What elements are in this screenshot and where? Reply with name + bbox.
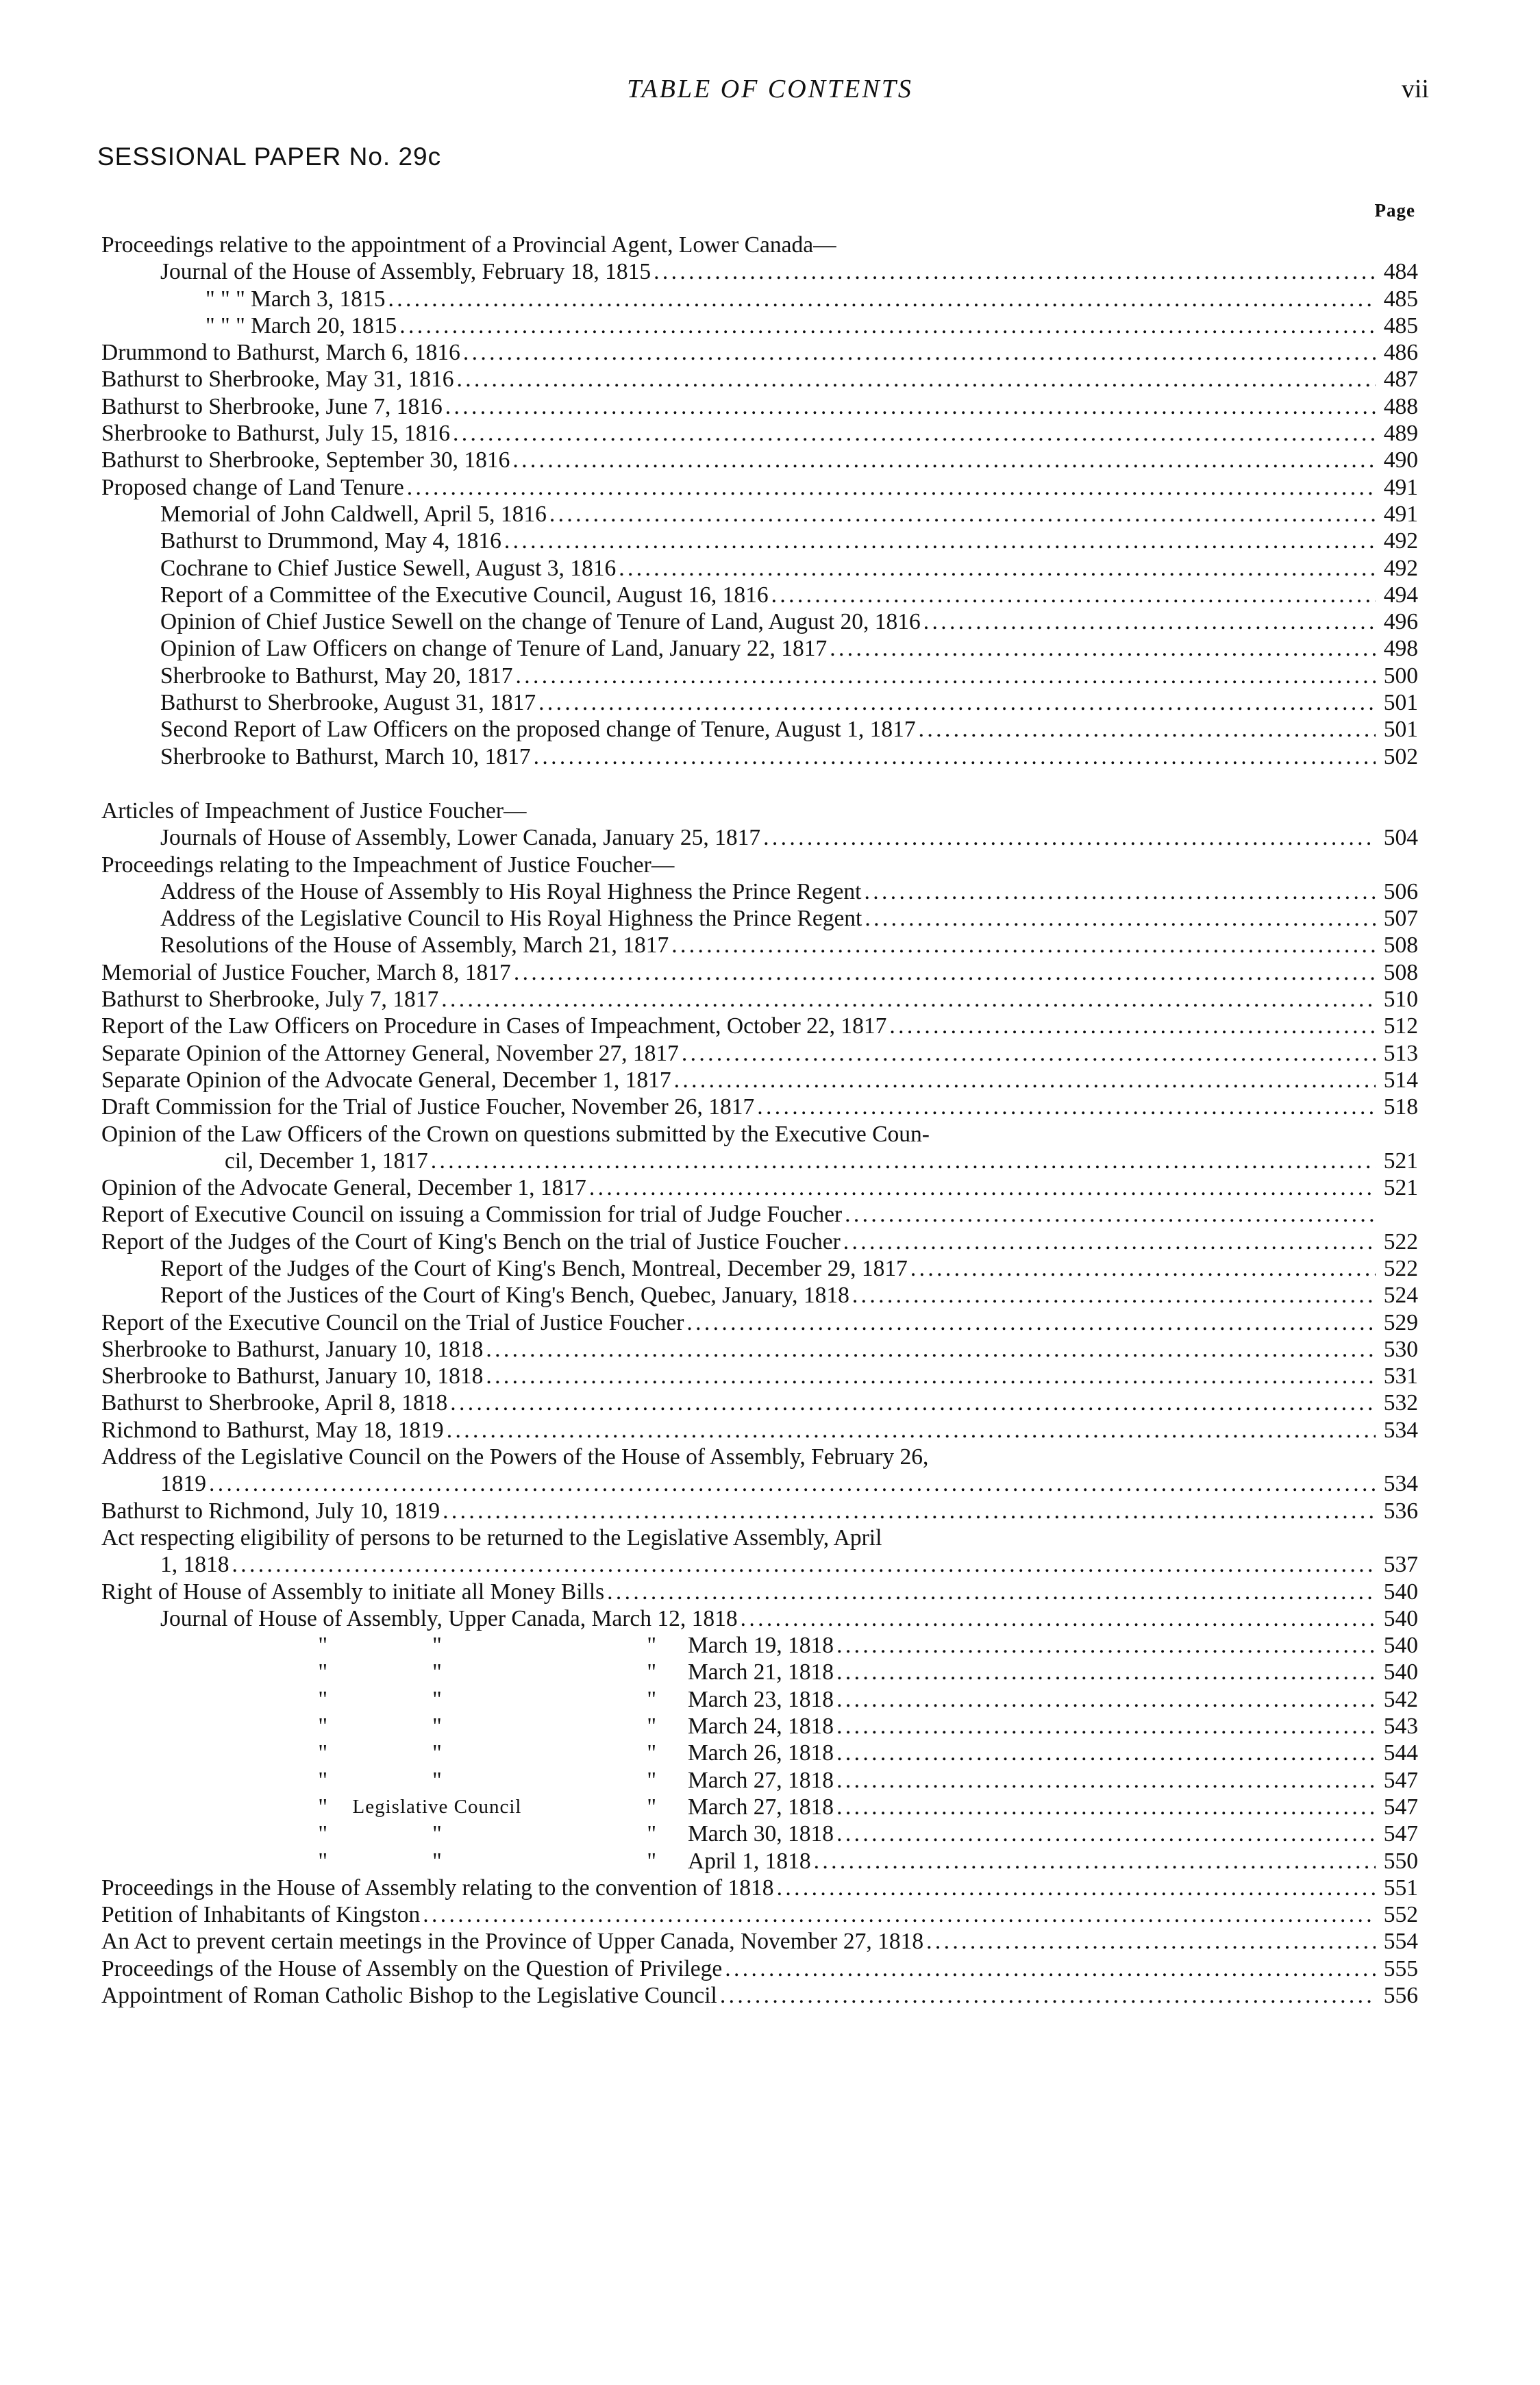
- page-number: 547: [1383, 1821, 1418, 1847]
- toc-entry: [101, 743, 1418, 770]
- toc-entry: [101, 582, 1418, 608]
- page-number: 540: [1383, 1659, 1418, 1685]
- toc-entry: [101, 1389, 1418, 1416]
- dot-leader: [407, 474, 1376, 501]
- toc-entry: [101, 501, 1418, 528]
- entry-title: Proceedings relating to the Impeachment of Justice Foucher—: [101, 852, 675, 878]
- dot-leader: [836, 1820, 1376, 1847]
- page-number: 484: [1383, 259, 1418, 285]
- toc-entry: [101, 474, 1418, 501]
- toc-entry: [101, 420, 1418, 447]
- page-number: 518: [1383, 1094, 1418, 1120]
- section-gap: [101, 770, 1418, 798]
- dot-leader: [457, 366, 1376, 393]
- entry-title: Sherbrooke to Bathurst, May 20, 1817: [160, 663, 513, 689]
- page-number: 492: [1383, 528, 1418, 554]
- dot-leader: [686, 1309, 1376, 1336]
- toc-entry: [101, 1121, 1418, 1148]
- dot-leader: [836, 1686, 1376, 1713]
- dot-leader: [836, 1659, 1376, 1685]
- page-number: 530: [1383, 1336, 1418, 1362]
- entry-title: Proceedings in the House of Assembly relating to the convention of 1818: [101, 1875, 774, 1901]
- dot-leader: [514, 959, 1376, 986]
- dot-leader: [771, 582, 1376, 608]
- toc-entry: [101, 824, 1418, 851]
- toc-entry: [101, 1067, 1418, 1093]
- entry-title: Articles of Impeachment of Justice Foucher—: [101, 798, 527, 824]
- dot-leader: [836, 1713, 1376, 1740]
- toc-entry: [101, 1740, 1418, 1766]
- page-number: 540: [1383, 1579, 1418, 1605]
- ditto-mark: ": [432, 1633, 442, 1659]
- page-number: 512: [1383, 1013, 1418, 1039]
- entry-title: Report of the Judges of the Court of King's Bench, Montreal, December 29, 1817: [160, 1255, 908, 1281]
- ditto-mark: ": [432, 1848, 442, 1874]
- page-number: 501: [1383, 690, 1418, 716]
- dot-leader: [450, 1389, 1376, 1416]
- toc-entry: [101, 1901, 1418, 1928]
- page-number: 491: [1383, 474, 1418, 500]
- toc-entry: [101, 1955, 1418, 1982]
- page-number: 544: [1383, 1740, 1418, 1766]
- entry-title: Sherbrooke to Bathurst, March 10, 1817: [160, 743, 531, 769]
- page-number: 489: [1383, 421, 1418, 447]
- dot-leader: [504, 528, 1376, 554]
- dot-leader: [852, 1282, 1376, 1309]
- page-number: 485: [1383, 286, 1418, 312]
- page-number: 494: [1383, 582, 1418, 608]
- page-number: 488: [1383, 393, 1418, 419]
- ditto-mark: ": [318, 1767, 327, 1793]
- ditto-mark: ": [647, 1821, 656, 1847]
- entry-title: Petition of Inhabitants of Kingston: [101, 1902, 421, 1928]
- entry-title: Report of a Committee of the Executive Council, August 16, 1816: [160, 582, 769, 608]
- dot-leader: [910, 1255, 1376, 1282]
- entry-title: Bathurst to Sherbrooke, September 30, 1816: [101, 447, 510, 473]
- dot-leader: [549, 501, 1376, 528]
- toc-entry: [101, 1093, 1418, 1120]
- toc-entry: [101, 689, 1418, 716]
- page-number: 521: [1383, 1175, 1418, 1201]
- toc-entry: [101, 1040, 1418, 1067]
- entry-date: April 1, 1818: [688, 1848, 811, 1874]
- ditto-mark: ": [647, 1714, 656, 1740]
- dot-leader: [534, 743, 1376, 770]
- entry-title: Memorial of John Caldwell, April 5, 1816: [160, 501, 547, 527]
- entry-title: An Act to prevent certain meetings in the Province of Upper Canada, November 27, 1818: [101, 1929, 924, 1955]
- dot-leader: [845, 1201, 1376, 1228]
- toc-entry: [101, 1551, 1418, 1578]
- page-number: 556: [1383, 1983, 1418, 2008]
- toc-entry: [101, 1524, 1418, 1551]
- entry-title: Report of the Executive Council on the Trial of Justice Foucher: [101, 1309, 684, 1335]
- toc-entry: [101, 393, 1418, 420]
- ditto-mark: ": [647, 1633, 656, 1659]
- page-number: 490: [1383, 447, 1418, 473]
- dot-leader: [836, 1767, 1376, 1794]
- page-number: 529: [1383, 1309, 1418, 1335]
- entry-title: cil, December 1, 1817: [225, 1148, 428, 1174]
- entry-title: Proposed change of Land Tenure: [101, 474, 404, 500]
- entry-title: 1, 1818: [160, 1552, 229, 1578]
- toc-entry: [101, 635, 1418, 662]
- entry-title: Sherbrooke to Bathurst, January 10, 1818: [101, 1336, 484, 1362]
- page-number: 506: [1383, 878, 1418, 904]
- entry-title: Bathurst to Sherbrooke, April 8, 1818: [101, 1390, 448, 1416]
- page-number: 498: [1383, 636, 1418, 662]
- page-number: 507: [1383, 906, 1418, 932]
- entry-date: March 23, 1818: [688, 1686, 834, 1712]
- entry-title: Appointment of Roman Catholic Bishop to the Legislative Council: [101, 1983, 717, 2008]
- ditto-mark: Legislative Council: [352, 1795, 522, 1818]
- toc-entry: [101, 1498, 1418, 1524]
- page-number: 554: [1383, 1929, 1418, 1955]
- dot-leader: [682, 1040, 1376, 1067]
- entry-title: Right of House of Assembly to initiate all Money Bills: [101, 1579, 605, 1605]
- page-number: 552: [1383, 1902, 1418, 1928]
- ditto-mark: ": [647, 1740, 656, 1766]
- page-number: 555: [1383, 1955, 1418, 1981]
- entry-date: March 24, 1818: [688, 1714, 834, 1740]
- entry-title: Opinion of the Advocate General, December 1, 1817: [101, 1175, 586, 1201]
- page-number: 550: [1383, 1848, 1418, 1874]
- ditto-mark: ": [432, 1740, 442, 1766]
- entry-title: Address of the Legislative Council to His Royal Highness the Prince Regent: [160, 906, 862, 932]
- toc-entry: [101, 366, 1418, 393]
- dot-leader: [232, 1551, 1376, 1578]
- dot-leader: [589, 1174, 1376, 1201]
- toc-entry: [101, 286, 1418, 312]
- toc-entry: [101, 1255, 1418, 1282]
- page-number: 551: [1383, 1875, 1418, 1901]
- toc-entry: [101, 663, 1418, 689]
- entry-title: Journal of House of Assembly, Upper Canada, March 12, 1818: [160, 1605, 738, 1631]
- toc-entry: [101, 1363, 1418, 1389]
- dot-leader: [431, 1148, 1376, 1174]
- dot-leader: [865, 905, 1376, 932]
- ditto-mark: ": [318, 1848, 327, 1874]
- entry-date: March 30, 1818: [688, 1821, 834, 1847]
- entry-title: Bathurst to Sherbrooke, July 7, 1817: [101, 987, 439, 1013]
- ditto-mark: ": [432, 1659, 442, 1685]
- ditto-mark: ": [318, 1686, 327, 1712]
- ditto-mark: ": [432, 1686, 442, 1712]
- toc-entry: [101, 905, 1418, 932]
- dot-leader: [486, 1336, 1376, 1363]
- toc-entry: [101, 1309, 1418, 1336]
- toc-entry: [101, 528, 1418, 554]
- toc-entry: [101, 1794, 1418, 1820]
- page-number: 492: [1383, 555, 1418, 581]
- dot-leader: [443, 1498, 1376, 1524]
- dot-leader: [741, 1605, 1376, 1632]
- entry-title: Proceedings of the House of Assembly on the Question of Privilege: [101, 1955, 723, 1981]
- page-number: 536: [1383, 1498, 1418, 1524]
- entry-title: Report of the Justices of the Court of King's Bench, Quebec, January, 1818: [160, 1283, 849, 1309]
- entry-title: Report of the Judges of the Court of King's Bench on the trial of Justice Foucher: [101, 1228, 841, 1255]
- ditto-mark: ": [318, 1714, 327, 1740]
- toc-entry: [101, 716, 1418, 743]
- entry-title: Journal of the House of Assembly, February 18, 1815: [160, 259, 651, 285]
- dot-leader: [512, 447, 1376, 473]
- ditto-mark: ": [318, 1659, 327, 1685]
- entry-title: Cochrane to Chief Justice Sewell, August 3, 1816: [160, 555, 617, 581]
- entry-title: Opinion of the Law Officers of the Crown on questions submitted by the Executive Coun-: [101, 1121, 930, 1147]
- dot-leader: [919, 716, 1376, 743]
- entry-title: " " " March 20, 1815: [206, 312, 397, 338]
- ditto-mark: ": [318, 1794, 327, 1820]
- toc-entry: [101, 1820, 1418, 1847]
- dot-leader: [516, 663, 1376, 689]
- toc-entry: [101, 258, 1418, 285]
- toc-entry: [101, 1282, 1418, 1309]
- toc-entry: [101, 555, 1418, 582]
- page-number: 537: [1383, 1552, 1418, 1578]
- dot-leader: [453, 420, 1376, 447]
- page-number: 547: [1383, 1767, 1418, 1793]
- page-number: 491: [1383, 501, 1418, 527]
- page-numeral: vii: [1401, 75, 1429, 103]
- page-number: 504: [1383, 825, 1418, 851]
- toc-entry: [101, 1686, 1418, 1713]
- entry-title: Address of the Legislative Council on the Powers of the House of Assembly, February 26,: [101, 1444, 929, 1470]
- toc-entry: [101, 878, 1418, 905]
- toc-entry: [101, 339, 1418, 366]
- entry-title: Resolutions of the House of Assembly, March 21, 1817: [160, 932, 669, 959]
- dot-leader: [763, 824, 1376, 851]
- dot-leader: [836, 1632, 1376, 1659]
- running-title: TABLE OF CONTENTS: [627, 75, 913, 103]
- toc-entry: [101, 1982, 1418, 2009]
- dot-leader: [423, 1901, 1376, 1928]
- toc-entry: [101, 1928, 1418, 1955]
- entry-title: 1819: [160, 1471, 206, 1497]
- toc-entry: [101, 1767, 1418, 1794]
- page-number: 540: [1383, 1633, 1418, 1659]
- entry-title: Act respecting eligibility of persons to be returned to the Legislative Assembly, April: [101, 1524, 882, 1550]
- entry-date: March 21, 1818: [688, 1659, 834, 1685]
- dot-leader: [836, 1740, 1376, 1766]
- dot-leader: [671, 932, 1376, 959]
- toc-entry: [101, 608, 1418, 635]
- page-number: 543: [1383, 1714, 1418, 1740]
- entry-title: Report of Executive Council on issuing a Commission for trial of Judge Foucher: [101, 1202, 843, 1228]
- toc-entry: [101, 1659, 1418, 1685]
- dot-leader: [725, 1955, 1376, 1982]
- toc-entry: [101, 1444, 1418, 1470]
- entry-title: Journals of House of Assembly, Lower Canada, January 25, 1817: [160, 825, 761, 851]
- toc-entry: [101, 1417, 1418, 1444]
- ditto-mark: ": [647, 1794, 656, 1820]
- entry-title: Bathurst to Sherbrooke, May 31, 1816: [101, 367, 454, 393]
- toc-entry: [101, 1201, 1418, 1228]
- dot-leader: [538, 689, 1376, 716]
- entry-title: Draft Commission for the Trial of Justice Foucher, November 26, 1817: [101, 1094, 755, 1120]
- sessional-paper-label: SESSIONAL PAPER No. 29c: [97, 143, 442, 171]
- entry-date: March 26, 1818: [688, 1740, 834, 1766]
- toc-entry: [101, 852, 1418, 878]
- entry-date: March 19, 1818: [688, 1633, 834, 1659]
- table-of-contents: [101, 232, 1418, 2009]
- dot-leader: [720, 1982, 1376, 2009]
- page-number: 496: [1383, 609, 1418, 635]
- entry-title: Separate Opinion of the Attorney General, November 27, 1817: [101, 1040, 679, 1066]
- ditto-mark: ": [432, 1767, 442, 1793]
- entry-title: Second Report of Law Officers on the proposed change of Tenure, August 1, 1817: [160, 717, 916, 743]
- entry-title: Drummond to Bathurst, March 6, 1816: [101, 340, 460, 366]
- toc-entry: [101, 1579, 1418, 1605]
- page-number: 534: [1383, 1471, 1418, 1497]
- ditto-mark: ": [647, 1848, 656, 1874]
- dot-leader: [654, 258, 1376, 285]
- dot-leader: [889, 1013, 1376, 1039]
- entry-title: Proceedings relative to the appointment of a Provincial Agent, Lower Canada—: [101, 232, 836, 258]
- page-number: 534: [1383, 1417, 1418, 1443]
- page-number: 514: [1383, 1067, 1418, 1093]
- toc-entry: [101, 1174, 1418, 1201]
- page-number: 542: [1383, 1686, 1418, 1712]
- ditto-mark: ": [318, 1633, 327, 1659]
- toc-entry: [101, 232, 1418, 258]
- page-number: 540: [1383, 1605, 1418, 1631]
- page-number: 508: [1383, 959, 1418, 985]
- dot-leader: [463, 339, 1376, 366]
- dot-leader: [830, 635, 1376, 662]
- toc-entry: [101, 447, 1418, 473]
- dot-leader: [209, 1470, 1376, 1497]
- dot-leader: [864, 878, 1376, 905]
- page-number: 513: [1383, 1040, 1418, 1066]
- entry-date: March 27, 1818: [688, 1794, 834, 1820]
- dot-leader: [757, 1093, 1376, 1120]
- toc-entry: [101, 1013, 1418, 1039]
- dot-leader: [926, 1928, 1376, 1955]
- page-number: 510: [1383, 987, 1418, 1013]
- toc-entry: [101, 798, 1418, 824]
- entry-title: Richmond to Bathurst, May 18, 1819: [101, 1417, 444, 1443]
- dot-leader: [836, 1794, 1376, 1820]
- ditto-mark: ": [318, 1821, 327, 1847]
- entry-title: Opinion of Law Officers on change of Tenure of Land, January 22, 1817: [160, 636, 828, 662]
- toc-entry: [101, 1848, 1418, 1875]
- entry-title: Bathurst to Richmond, July 10, 1819: [101, 1498, 440, 1524]
- entry-title: Sherbrooke to Bathurst, January 10, 1818: [101, 1363, 484, 1389]
- toc-entry: [101, 959, 1418, 986]
- page-number: 508: [1383, 932, 1418, 959]
- page-number: 502: [1383, 743, 1418, 769]
- page-number: 500: [1383, 663, 1418, 689]
- toc-entry: [101, 1875, 1418, 1901]
- toc-entry: [101, 986, 1418, 1013]
- dot-leader: [923, 608, 1376, 635]
- toc-entry: [101, 1148, 1418, 1174]
- toc-entry: [101, 1713, 1418, 1740]
- toc-entry: [101, 932, 1418, 959]
- toc-entry: [101, 1336, 1418, 1363]
- entry-title: Opinion of Chief Justice Sewell on the change of Tenure of Land, August 20, 1816: [160, 609, 921, 635]
- toc-entry: [101, 1470, 1418, 1497]
- dot-leader: [447, 1417, 1376, 1444]
- ditto-mark: ": [318, 1740, 327, 1766]
- page-number: 501: [1383, 717, 1418, 743]
- dot-leader: [486, 1363, 1376, 1389]
- dot-leader: [388, 286, 1376, 312]
- page-number: 532: [1383, 1390, 1418, 1416]
- ditto-mark: ": [432, 1821, 442, 1847]
- dot-leader: [607, 1579, 1376, 1605]
- ditto-mark: ": [647, 1659, 656, 1685]
- entry-title: " " " March 3, 1815: [206, 286, 386, 312]
- dot-leader: [674, 1067, 1376, 1093]
- entry-date: March 27, 1818: [688, 1767, 834, 1793]
- toc-entry: [101, 1632, 1418, 1659]
- dot-leader: [619, 555, 1376, 582]
- ditto-mark: ": [432, 1714, 442, 1740]
- toc-entry: [101, 312, 1418, 339]
- page-number: 521: [1383, 1148, 1418, 1174]
- page-number: 547: [1383, 1794, 1418, 1820]
- page-column-heading: Page: [1374, 200, 1415, 221]
- entry-title: Bathurst to Drummond, May 4, 1816: [160, 528, 501, 554]
- page-number: 531: [1383, 1363, 1418, 1389]
- dot-leader: [814, 1848, 1376, 1875]
- dot-leader: [843, 1228, 1376, 1255]
- toc-entry: [101, 1228, 1418, 1255]
- page-number: 486: [1383, 340, 1418, 366]
- toc-entry: [101, 1605, 1418, 1632]
- entry-title: Bathurst to Sherbrooke, August 31, 1817: [160, 690, 536, 716]
- entry-title: Memorial of Justice Foucher, March 8, 1817: [101, 959, 511, 985]
- entry-title: Bathurst to Sherbrooke, June 7, 1816: [101, 393, 443, 419]
- dot-leader: [441, 986, 1376, 1013]
- ditto-mark: ": [647, 1686, 656, 1712]
- dot-leader: [445, 393, 1376, 420]
- ditto-mark: ": [647, 1767, 656, 1793]
- entry-title: Address of the House of Assembly to His Royal Highness the Prince Regent: [160, 878, 862, 904]
- page-number: 485: [1383, 312, 1418, 338]
- page-number: 524: [1383, 1283, 1418, 1309]
- dot-leader: [399, 312, 1376, 339]
- page-number: 522: [1383, 1228, 1418, 1255]
- entry-title: Sherbrooke to Bathurst, July 15, 1816: [101, 421, 450, 447]
- entry-title: Report of the Law Officers on Procedure in Cases of Impeachment, October 22, 1817: [101, 1013, 887, 1039]
- page-number: 522: [1383, 1255, 1418, 1281]
- entry-title: Separate Opinion of the Advocate General, December 1, 1817: [101, 1067, 671, 1093]
- page-number: 487: [1383, 367, 1418, 393]
- dot-leader: [777, 1875, 1376, 1901]
